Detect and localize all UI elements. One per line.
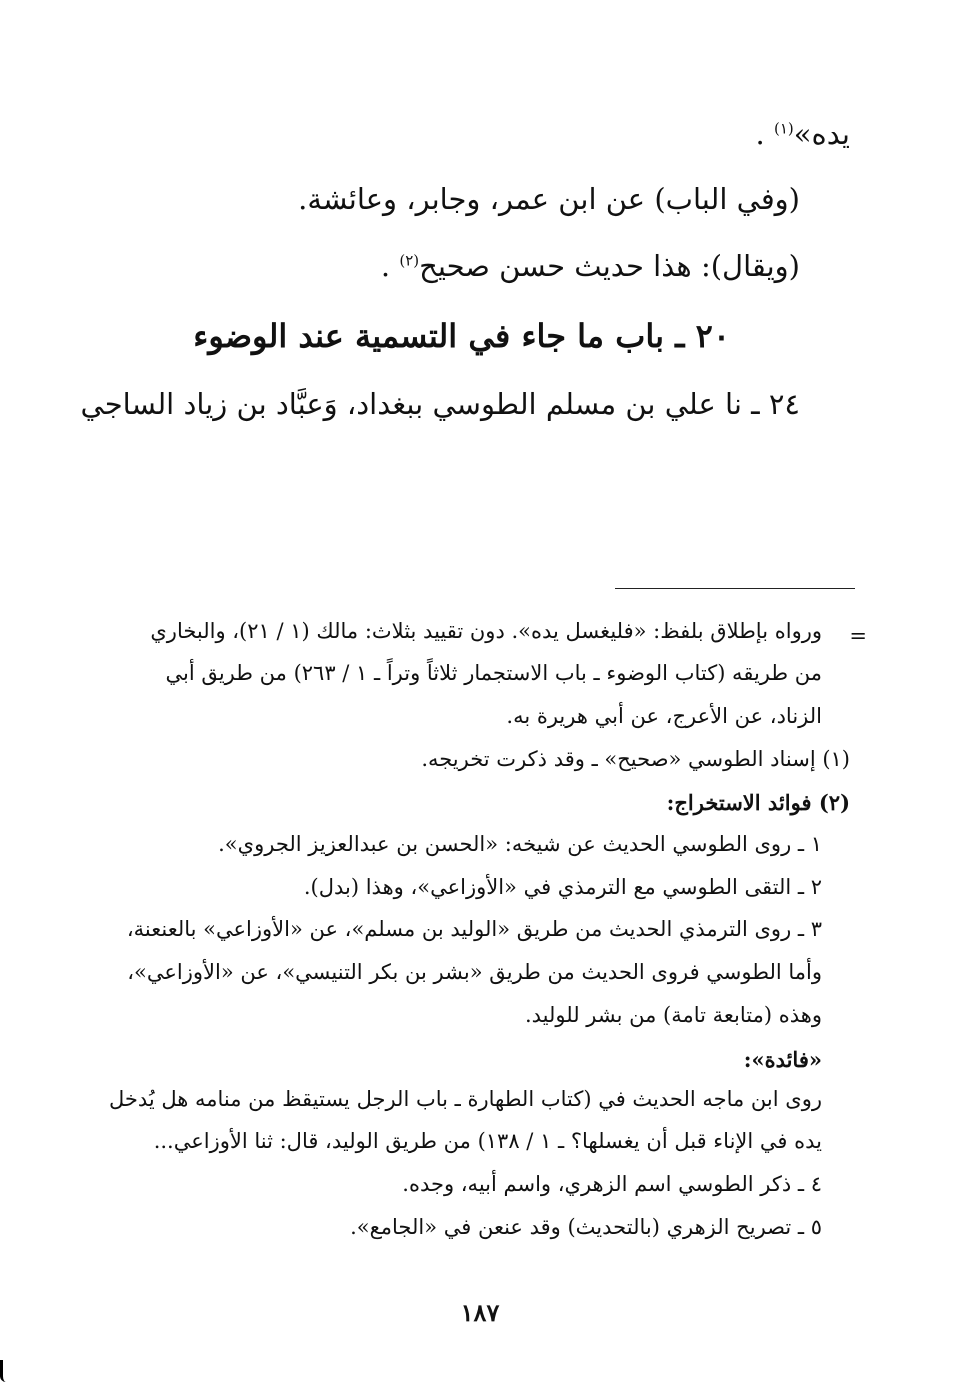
footnote-separator [615, 588, 855, 589]
footnote-item-4: ٤ ـ ذكر الطوسي اسم الزهري، واسم أبيه، وجده. [402, 1172, 822, 1196]
faida-title: «فائدة»: [743, 1047, 822, 1072]
footnote-item-3-cont-2: وهذه (متابعة تامة) من بشر للوليد. [524, 1003, 822, 1027]
chapter-heading: ٢٠ ـ باب ما جاء في التسمية عند الوضوء [193, 317, 730, 355]
scan-edge-mark [0, 1360, 17, 1382]
footnote-cont-line-1: ورواه بإطلاق بلفظ: «فليغسل يده». دون تقييد بثلاث: مالك (١ / ٢١)، والبخاري [150, 619, 822, 643]
footnote-item-3: ٣ ـ روى الترمذي الحديث من طريق «الوليد بن مسلم»، عن «الأوزاعي» بالعنعنة، [126, 917, 822, 941]
continuation-marker: = [849, 624, 867, 648]
footnote-item-1: ١ ـ روى الطوسي الحديث عن شيخه: «الحسن بن عبدالعزيز الجروي». [218, 832, 822, 856]
text-line-1 [755, 117, 850, 151]
text-fragment: . [380, 249, 400, 283]
text-fragment: . [755, 117, 774, 151]
footnote-item-2: ٢ ـ التقى الطوسي مع الترمذي في «الأوزاعي»، وهذا (بدل). [303, 875, 822, 899]
faida-line-1: روى ابن ماجه الحديث في (كتاب الطهارة ـ باب الرجل يستيقظ من منامه هل يُدخل [108, 1087, 822, 1111]
footnote-marker-2: (٢) [399, 251, 420, 270]
text-line-2: (وفي الباب) عن ابن عمر، وجابر، وعائشة. [298, 182, 800, 216]
footnote-2-title: (٢) فوائد الاستخراج: [666, 790, 850, 815]
text-fragment: (ويقال): هذا حديث حسن صحيح [419, 249, 800, 283]
footnote-1: (١) إسناد الطوسي «صحيح» ـ وقد ذكرت تخريجه. [421, 747, 850, 771]
page-number: ١٨٧ [460, 1298, 500, 1327]
footnote-cont-line-3: الزناد، عن الأعرج، عن أبي هريرة به. [506, 704, 822, 728]
footnote-cont-line-2: من طريقه (كتاب الوضوء ـ باب الاستجمار ثلاثاً وتراً ـ ١ / ٢٦٣) من طريق أبي [165, 661, 822, 685]
footnote-item-3-cont-1: وأما الطوسي فروى الحديث من طريق «بشر بن بكر التنيسي»، عن «الأوزاعي»، [127, 960, 822, 984]
faida-line-2: يده في الإناء قبل أن يغسلها؟ ـ ١ / ١٣٨) من طريق الوليد، قال: ثنا الأوزاعي... [153, 1129, 822, 1153]
footnote-marker-1: (١) [773, 119, 794, 138]
footnote-item-5: ٥ ـ تصريح الزهري (بالتحديث) وقد عنعن في «الجامع». [350, 1215, 822, 1239]
text-line-5: ٢٤ ـ نا علي بن مسلم الطوسي ببغداد، وَعبَّاد بن زياد الساجي [80, 387, 800, 421]
text-fragment: يده» [793, 117, 850, 151]
text-line-3 [380, 249, 800, 283]
